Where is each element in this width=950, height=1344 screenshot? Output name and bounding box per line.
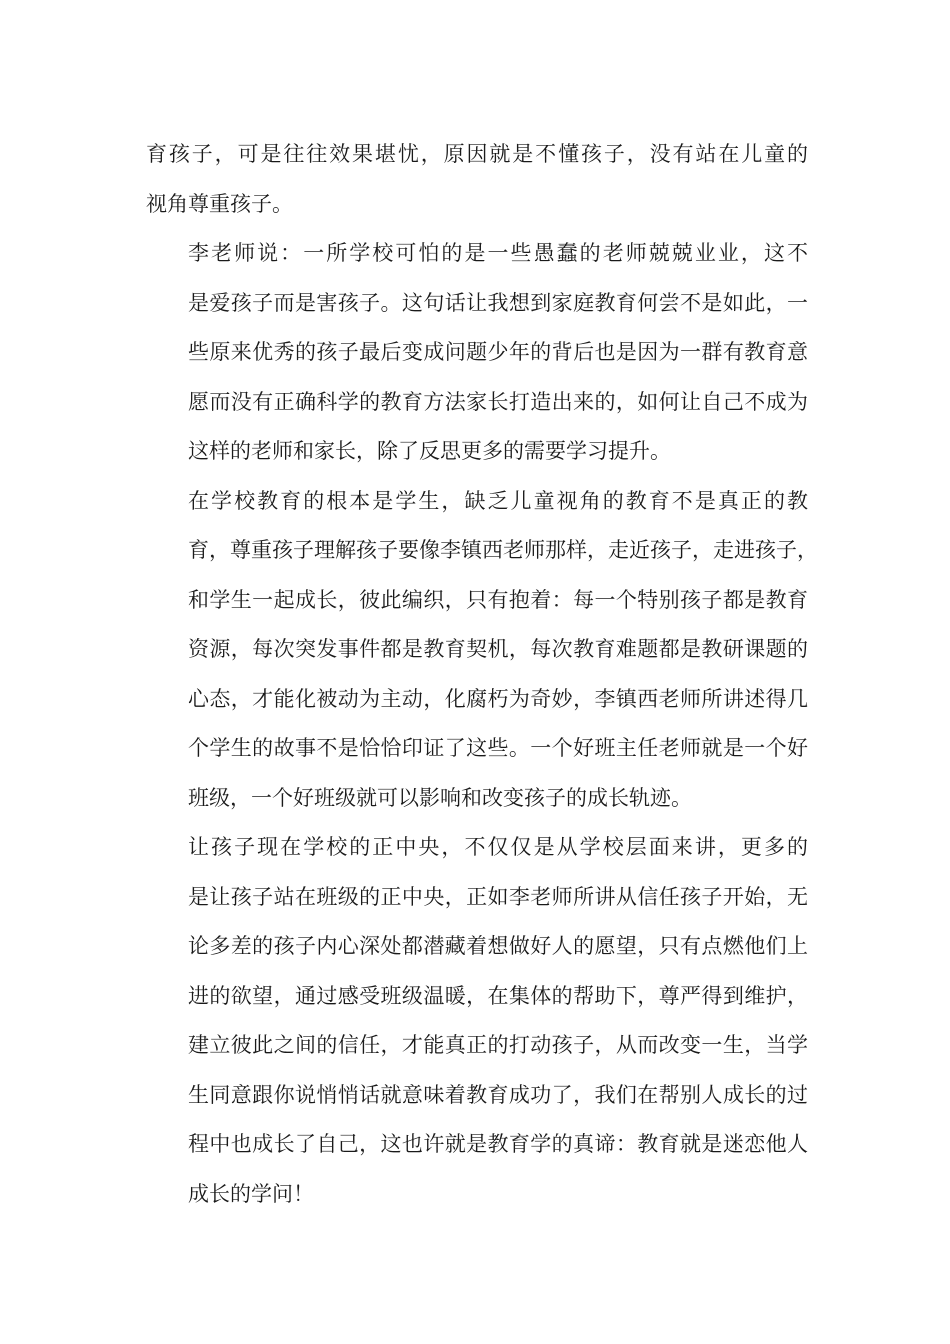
text-line: 育孩子，可是往往效果堪忧，原因就是不懂孩子，没有站在儿童的	[146, 142, 808, 166]
paragraph-2	[146, 229, 808, 477]
text-line: 愿而没有正确科学的教育方法家长打造出来的，如何让自己不成为	[188, 389, 808, 414]
body-text	[146, 130, 818, 1219]
paragraph-4	[146, 823, 808, 1219]
text-line: 成长的学问！	[188, 1181, 314, 1206]
text-line: 让孩子现在学校的正中央，不仅仅是从学校层面来讲，更多的	[188, 835, 808, 859]
text-line: 和学生一起成长，彼此编织，只有抱着：每一个特别孩子都是教育	[188, 587, 808, 612]
text-line: 视角尊重孩子。	[146, 191, 293, 216]
text-line: 这样的老师和家长，除了反思更多的需要学习提升。	[188, 439, 671, 463]
text-line: 生同意跟你说悄悄话就意味着教育成功了，我们在帮别人成长的过	[188, 1082, 808, 1107]
text-line: 些原来优秀的孩子最后变成问题少年的背后也是因为一群有教育意	[188, 340, 808, 364]
text-line: 建立彼此之间的信任，才能真正的打动孩子，从而改变一生，当学	[188, 1033, 808, 1057]
text-line: 资源，每次突发事件都是教育契机，每次教育难题都是教研课题的	[188, 637, 808, 661]
text-line: 育，尊重孩子理解孩子要像李镇西老师那样，走近孩子，走进孩子，	[188, 538, 818, 562]
text-line: 是爱孩子而是害孩子。这句话让我想到家庭教育何尝不是如此，一	[188, 290, 808, 315]
text-line: 论多差的孩子内心深处都潜藏着想做好人的愿望，只有点燃他们上	[188, 934, 808, 958]
paragraph-3	[146, 477, 818, 824]
text-line: 进的欲望，通过感受班级温暖，在集体的帮助下，尊严得到维护，	[188, 983, 808, 1008]
text-line: 程中也成长了自己，这也许就是教育学的真谛：教育就是迷恋他人	[188, 1132, 808, 1156]
text-line: 李老师说：一所学校可怕的是一些愚蠢的老师兢兢业业，这不	[188, 241, 808, 265]
paragraph-1	[146, 130, 808, 229]
text-line: 是让孩子站在班级的正中央，正如李老师所讲从信任孩子开始，无	[188, 884, 808, 909]
text-line: 在学校教育的根本是学生，缺乏儿童视角的教育不是真正的教	[188, 488, 808, 513]
text-line: 心态，才能化被动为主动，化腐朽为奇妙，李镇西老师所讲述得几	[188, 686, 808, 711]
text-line: 个学生的故事不是恰恰印证了这些。一个好班主任老师就是一个好	[188, 736, 808, 760]
text-line: 班级，一个好班级就可以影响和改变孩子的成长轨迹。	[188, 785, 692, 810]
